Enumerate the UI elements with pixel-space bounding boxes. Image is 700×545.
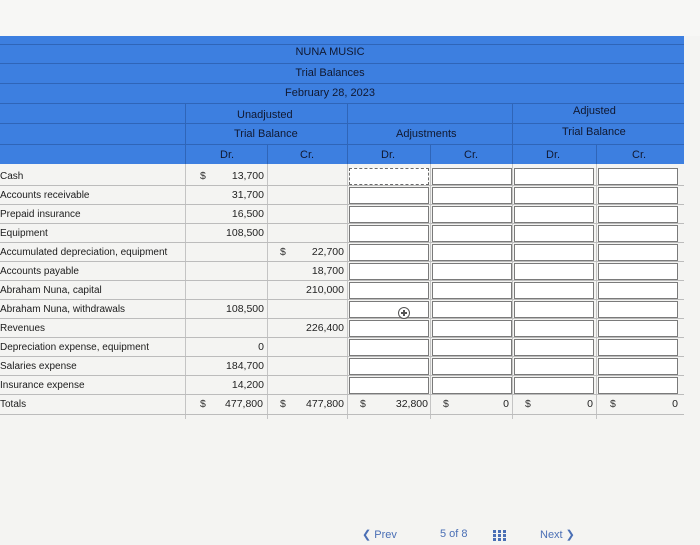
adj-cr-input[interactable] <box>432 225 512 242</box>
adj-cr-input[interactable] <box>432 206 512 223</box>
header-rule <box>0 103 684 104</box>
adjd-dr-input[interactable] <box>514 187 594 204</box>
table-row <box>0 262 700 281</box>
adj-dr-input[interactable] <box>349 301 429 318</box>
adj-cr-total: 0 <box>503 398 509 410</box>
prev-button[interactable] <box>362 528 397 541</box>
account-name: Abraham Nuna, withdrawals <box>0 304 126 315</box>
next-label: Next <box>540 529 563 541</box>
account-name: Equipment <box>0 228 48 239</box>
adjd-dr-input[interactable] <box>514 358 594 375</box>
account-name: Prepaid insurance <box>0 209 81 220</box>
account-name: Revenues <box>0 323 46 334</box>
adj-cr-input[interactable] <box>432 187 512 204</box>
header-divider <box>185 103 186 164</box>
unadj-dr-value: 184,700 <box>226 360 264 372</box>
adjd-dr-input[interactable] <box>514 206 594 223</box>
header-divider <box>512 103 513 164</box>
adjd-dr-total: 0 <box>587 398 593 410</box>
adjd-dr-input[interactable] <box>514 225 594 242</box>
totals-dollar: $ <box>610 398 616 410</box>
table-row <box>0 338 700 357</box>
adjd-cr-input[interactable] <box>598 377 678 394</box>
adj-cr-input[interactable] <box>432 282 512 299</box>
adjusted-tb-label: Trial Balance <box>562 126 626 138</box>
account-name: Accumulated depreciation, equipment <box>0 247 168 258</box>
adjd-cr-total: 0 <box>672 398 678 410</box>
adjd-dr-input[interactable] <box>514 244 594 261</box>
adjd-dr-input[interactable] <box>514 377 594 394</box>
header-divider <box>596 144 597 164</box>
adj-dr-input[interactable] <box>349 187 429 204</box>
adj-cr-input[interactable] <box>432 244 512 261</box>
header-rule <box>0 63 684 64</box>
adj-dr-input[interactable] <box>349 206 429 223</box>
statement-date: February 28, 2023 <box>285 87 375 99</box>
totals-dollar: $ <box>525 398 531 410</box>
adj-cr-header: Cr. <box>464 149 479 161</box>
unadj-dr-value: 14,200 <box>231 379 264 391</box>
adj-cr-input[interactable] <box>432 320 512 337</box>
adjd-cr-input[interactable] <box>598 244 678 261</box>
table-row <box>0 357 700 376</box>
unadj-dr-value: 16,500 <box>231 208 264 220</box>
account-name: Abraham Nuna, capital <box>0 285 102 296</box>
unadj-cr-value: 18,700 <box>311 265 344 277</box>
adjd-cr-input[interactable] <box>598 339 678 356</box>
adjd-dr-header: Dr. <box>546 149 561 161</box>
table-row <box>0 300 700 319</box>
unadj-cr-total: 477,800 <box>306 398 344 410</box>
adjd-dr-input[interactable] <box>514 320 594 337</box>
adjd-cr-input[interactable] <box>598 225 678 242</box>
unadj-dr-value: 0 <box>258 341 264 353</box>
unadj-cr-value: 226,400 <box>306 322 344 334</box>
adj-cr-input[interactable] <box>432 358 512 375</box>
header-rule <box>0 83 684 84</box>
unadjusted-label: Unadjusted <box>237 109 293 121</box>
chevron-right-icon: ❯ <box>562 529 575 541</box>
account-name: Accounts payable <box>0 266 79 277</box>
adj-cr-input[interactable] <box>432 377 512 394</box>
unadj-cr-value: 22,700 <box>311 246 344 258</box>
unadj-dr-header: Dr. <box>220 149 235 161</box>
unadj-dr-value: 13,700 <box>231 170 264 182</box>
adjd-cr-input[interactable] <box>598 320 678 337</box>
statement-title: Trial Balances <box>295 67 365 79</box>
unadj-cr-value: 210,000 <box>306 284 344 296</box>
table-row <box>0 224 700 243</box>
totals-dollar: $ <box>360 398 366 410</box>
cr-dollar-sign: $ <box>280 246 286 258</box>
account-name: Cash <box>0 171 24 182</box>
adjd-dr-input[interactable] <box>514 282 594 299</box>
adj-dr-input[interactable] <box>349 358 429 375</box>
header-divider <box>347 103 348 164</box>
header-divider <box>267 144 268 164</box>
header-divider <box>430 144 431 164</box>
account-name: Accounts receivable <box>0 190 90 201</box>
table-row <box>0 243 700 262</box>
prev-label: Prev <box>374 529 397 541</box>
unadj-dr-value: 108,500 <box>226 303 264 315</box>
adjustments-label: Adjustments <box>396 128 457 140</box>
table-row <box>0 186 700 205</box>
adjd-cr-input[interactable] <box>598 263 678 280</box>
header-rule <box>0 123 684 124</box>
adjd-dr-input[interactable] <box>514 339 594 356</box>
adj-cr-input[interactable] <box>432 168 512 185</box>
dr-dollar-sign: $ <box>200 170 206 182</box>
table-row <box>0 376 700 395</box>
top-margin <box>0 0 700 36</box>
account-name: Insurance expense <box>0 380 85 391</box>
account-name: Salaries expense <box>0 361 77 372</box>
table-row <box>0 319 700 338</box>
adjd-cr-header: Cr. <box>632 149 647 161</box>
adj-dr-input[interactable] <box>349 225 429 242</box>
adjd-cr-input[interactable] <box>598 187 678 204</box>
adj-dr-input[interactable] <box>349 377 429 394</box>
next-button[interactable] <box>540 528 575 541</box>
adj-cr-input[interactable] <box>432 301 512 318</box>
adj-dr-header: Dr. <box>381 149 396 161</box>
adjd-cr-input[interactable] <box>598 168 678 185</box>
unadj-dr-value: 31,700 <box>231 189 264 201</box>
table-row <box>0 167 700 186</box>
adj-dr-input[interactable] <box>349 320 429 337</box>
adjusted-label: Adjusted <box>573 105 616 117</box>
adj-dr-input[interactable] <box>349 244 429 261</box>
table-row <box>0 205 700 224</box>
totals-dollar: $ <box>443 398 449 410</box>
grid-line <box>0 414 684 415</box>
unadj-dr-value: 108,500 <box>226 227 264 239</box>
adj-dr-input[interactable] <box>349 282 429 299</box>
account-name: Depreciation expense, equipment <box>0 342 149 353</box>
header-rule <box>0 44 684 45</box>
totals-row <box>0 395 700 414</box>
unadjusted-tb-label: Trial Balance <box>234 128 298 140</box>
grid-view-icon[interactable] <box>493 530 507 540</box>
adjd-dr-input[interactable] <box>514 301 594 318</box>
unadj-cr-header: Cr. <box>300 149 315 161</box>
totals-label: Totals <box>0 399 27 410</box>
adjd-cr-input[interactable] <box>598 282 678 299</box>
unadj-dr-total: 477,800 <box>225 398 263 410</box>
adj-cr-input[interactable] <box>432 263 512 280</box>
adjd-cr-input[interactable] <box>598 358 678 375</box>
adjd-cr-input[interactable] <box>598 301 678 318</box>
company-name: NUNA MUSIC <box>295 46 365 58</box>
move-cursor-icon <box>398 307 410 319</box>
adj-dr-input[interactable] <box>349 168 429 185</box>
adj-cr-input[interactable] <box>432 339 512 356</box>
header-rule <box>0 144 684 145</box>
totals-dollar: $ <box>200 398 206 410</box>
totals-dollar: $ <box>280 398 286 410</box>
page-position: 5 of 8 <box>440 528 468 540</box>
adjd-cr-input[interactable] <box>598 206 678 223</box>
chevron-left-icon: ❮ <box>362 529 375 541</box>
adjd-dr-input[interactable] <box>514 168 594 185</box>
table-row <box>0 281 700 300</box>
adj-dr-total: 32,800 <box>395 398 428 410</box>
adj-dr-input[interactable] <box>349 339 429 356</box>
adjd-dr-input[interactable] <box>514 263 594 280</box>
adj-dr-input[interactable] <box>349 263 429 280</box>
